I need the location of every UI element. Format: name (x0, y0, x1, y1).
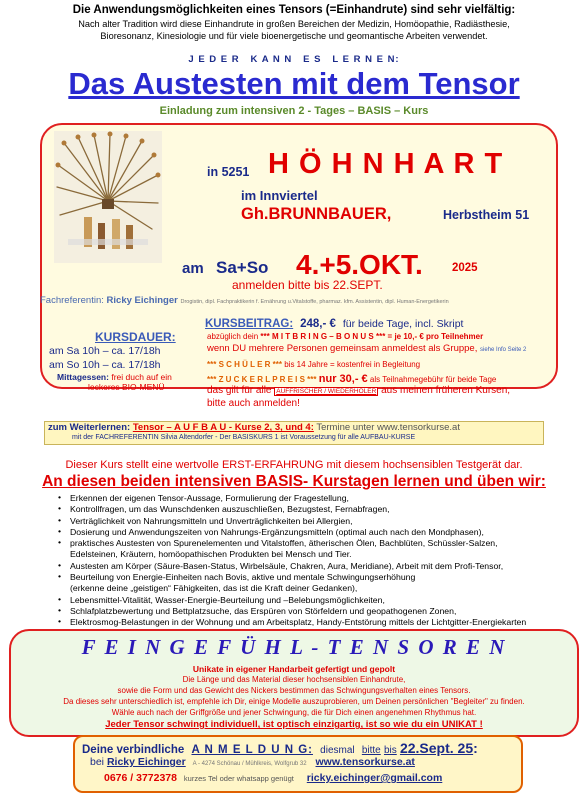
date-value: 4.+5.OKT. (296, 249, 423, 280)
booking-web[interactable]: www.tensorkurse.at (315, 756, 415, 768)
intro-line-2: Bioresonanz, Kinesiologie und für viele bioenergetische und geomantische Arbeiten verwendet. (100, 31, 488, 41)
topic-item: • Verträglichkeit von Nahrungsmitteln und Unverträglichkeiten bei Allergien, (58, 516, 586, 527)
further-line-2: mit der FACHREFERENTIN Silvia Altendorfer - Der BASISKURS 1 ist Voraussetzung für alle AUFBAU-KURSE (72, 434, 416, 441)
sugar-pre: *** Z U C K E R L P R E I S *** (207, 375, 317, 384)
bring-note: siehe Info Seite 2 (480, 347, 527, 353)
topic-item-continuation: Edelsteinen, Kräutern, homöopathischen Produkten bei Mensch und Tier. (70, 549, 352, 560)
tensor-collection-image (54, 131, 162, 263)
referent-line (40, 295, 449, 306)
pupils-mid: bis 14 Jahre = (284, 360, 335, 369)
sugar-line (207, 373, 496, 385)
booking-mid: diesmal (320, 745, 355, 756)
date-prefix: am (182, 260, 204, 277)
bring-amount: = je 10,- € pro Teilnehmer (387, 332, 484, 341)
booking-deadline-bis: bis (383, 745, 397, 756)
fee-line (205, 318, 463, 330)
topic-item: • Kontrollfragen, um das Wunschdenken auszuschließen, Bezugstest, Fernabfragen, (58, 504, 586, 515)
booking-address: A - 4274 Schönau / Mühlkreis, Wolfgrub 32 (192, 761, 307, 767)
booking-deadline-pre: bitte (361, 745, 381, 756)
feingefuehl-line-6: Jeder Tensor schwingt individuell, ist optisch einzigartig, ist so wie du ein UNIKAT ! (105, 719, 483, 730)
venue-town: H Ö H N H A R T (268, 148, 504, 180)
venue-inn: Gh.BRUNNBAUER, (241, 205, 392, 223)
date-days: Sa+So (216, 258, 269, 277)
venue-region: im Innviertel (241, 188, 318, 203)
slogan: J E D E R K A N N E S L E R N E N: (188, 54, 400, 65)
course-intro: Dieser Kurs stellt eine wertvolle ERST-ERFAHRUNG mit diesem hochsensiblen Testgerät dar. (65, 459, 523, 471)
page-title: Das Austesten mit dem Tensor (68, 66, 520, 101)
feingefuehl-title: F E I N G E F Ü H L - T E N S O R E N (81, 635, 507, 659)
topic-item: • Beurteilung von Energie-Einheiten nach Bovis, aktive und mentale Schwingungserhöhung (58, 572, 586, 583)
bring-bonus: *** M I T B R I N G – B O N U S *** (260, 332, 386, 341)
fee-amount-text: für beide Tage, incl. Skript (342, 318, 464, 330)
fee-amount: 248,- € (300, 318, 336, 330)
topic-item: • Schlafplatzbewertung und Bettplatzsuche, das Erspüren von Störfeldern und geopathogenen Zonen, (58, 606, 586, 617)
feingefuehl-line-2: Die Länge und das Material dieser hochsensiblen Einhandrute, (182, 675, 406, 684)
feingefuehl-line-5: Wähle auch nach der Griffgröße und jener Schwingung, die für Dich einen angenehmen Rhythmus hat. (111, 708, 477, 717)
feingefuehl-line-4: Da dieses sehr unterschiedlich ist, empfehle ich Dir, einige Modelle auszuprobieren, um Deinen persönlichen "Begleiter" zu finden. (63, 697, 525, 706)
duration-heading: KURSDAUER: (95, 330, 176, 344)
page-subtitle: Einladung zum intensiven 2 - Tages – BASIS – Kurs (159, 105, 429, 117)
booking-line-1 (82, 740, 478, 756)
sugar-line-3: bitte auch anmelden! (207, 398, 300, 409)
booking-word: A N M E L D U N G: (191, 744, 313, 756)
topic-item: • Austesten am Körper (Säure-Basen-Status, Wirbelsäule, Chakren, Aura, Meridiane), Arbeit mit dem Profi-Tensor, (58, 561, 586, 572)
fee-heading: KURSBEITRAG: (205, 318, 294, 330)
pupils-line (207, 360, 420, 369)
further-line-1 (48, 422, 460, 433)
booking-line-3 (104, 772, 442, 784)
booking-deadline: 22.Sept. 25 (399, 740, 474, 756)
lunch-label: Mittagessen: (57, 372, 109, 382)
further-dates: Termine unter www.tensorkurse.at (316, 422, 460, 433)
pupils-free: kostenfrei in Begleitung (336, 360, 421, 369)
course-topics (58, 493, 586, 629)
topic-item-continuation: (erkenne deine „geistigen“ Fähigkeiten, das ist die Kraft deiner Gedanken), (70, 583, 358, 594)
duration-sunday: am So 10h – ca. 17/18h (49, 359, 161, 371)
bring-line2: wenn DU mehrere Personen gemeinsam anmeldest als Gruppe, (207, 343, 478, 354)
referent-desc: Drogistin, dipl. Fachpraktikerin f. Ernährung u.Vitalstoffe, pharmaz. kfm. Assistentin, dipl. Human-Energetikerin (180, 299, 449, 305)
course-heading: An diesen beiden intensiven BASIS- Kurstagen lernen und üben wir: (42, 473, 546, 490)
booking-phone[interactable]: 0676 / 3772378 (104, 772, 177, 784)
sugar-line2b: AUFFRISCHER / WIEDERHOLER (276, 388, 377, 395)
sugar-line-2 (207, 385, 510, 396)
referent-name: Ricky Eichinger (106, 295, 178, 306)
booking-pre: Deine verbindliche (82, 744, 185, 756)
booking-email[interactable]: ricky.eichinger@gmail.com (306, 772, 443, 784)
topic-item: • Dosierung und Anwendungszeiten von Nahrungs-Ergänzungsmitteln (optimal auch nach den Mondphasen), (58, 527, 586, 538)
topic-item: • Erkennen der eigenen Tensor-Aussage, Formulierung der Fragestellung, (58, 493, 586, 504)
bring-pre: abzüglich dein (207, 332, 259, 341)
venue-prefix: in 5251 (207, 165, 250, 179)
lunch-line (57, 372, 172, 382)
venue-address: Herbstheim 51 (443, 208, 530, 222)
booking-colon: : (473, 740, 478, 756)
intro-heading: Die Anwendungsmöglichkeiten eines Tensors (=Einhandrute) sind sehr vielfältig: (72, 4, 516, 16)
pupils-pre: *** S C H Ü L E R *** (207, 360, 282, 369)
referent-label: Fachreferentin: (40, 295, 104, 306)
booking-name: Ricky Eichinger (106, 756, 186, 768)
bring-line-2 (207, 343, 526, 354)
sugar-text: als Teilnahmegebühr für beide Tage (369, 375, 497, 384)
topic-item: • Lebensmittel-Vitalität, Wasser-Energie-Beurteilung und –Belebungsmöglichkeiten, (58, 595, 586, 606)
date-year: 2025 (452, 262, 478, 274)
booking-line-2 (90, 756, 415, 768)
topic-item: • Elektrosmog-Belastungen in der Wohnung und am Arbeitsplatz, Handy-Entstörung mittels der Lichtgitter-Energiekarten (58, 617, 586, 628)
sugar-amount: nur 30,- € (318, 373, 368, 385)
lunch-text-2: leckeres BIO-MENÜ (88, 382, 165, 392)
bring-bonus-line (207, 332, 483, 341)
topic-item: • praktisches Austesten von Spurenelementen und Vitalstoffen, ätherischen Ölen, Bachblüten, Schüssler-Salzen, (58, 538, 586, 549)
booking-bei: bei (90, 756, 105, 768)
feingefuehl-line-1: Unikate in eigener Handarbeit gefertigt und gepolt (192, 664, 396, 674)
intro-line-1: Nach alter Tradition wird diese Einhandrute in großen Bereichen der Medizin, Homöopathie, Radiästhesie, (78, 19, 510, 29)
lunch-text: frei duch auf ein (111, 372, 172, 382)
sugar-line2a: das gilt für alle (207, 385, 272, 396)
further-pre: zum Weiterlernen: (48, 422, 131, 433)
feingefuehl-line-3: sowie die Form und das Gewicht des Nickers bestimmen das Schwingungsverhalten eines Tensors. (117, 686, 471, 695)
booking-phone-note: kurzes Tel oder whatsapp genügt (183, 774, 294, 783)
further-course: Tensor – A U F B A U - Kurse 2, 3, und 4: (132, 422, 314, 433)
sugar-line2c: aus meinen früheren Kursen, (381, 385, 511, 396)
duration-saturday: am Sa 10h – ca. 17/18h (49, 345, 161, 357)
registration-deadline: anmelden bitte bis 22.SEPT. (232, 278, 383, 292)
